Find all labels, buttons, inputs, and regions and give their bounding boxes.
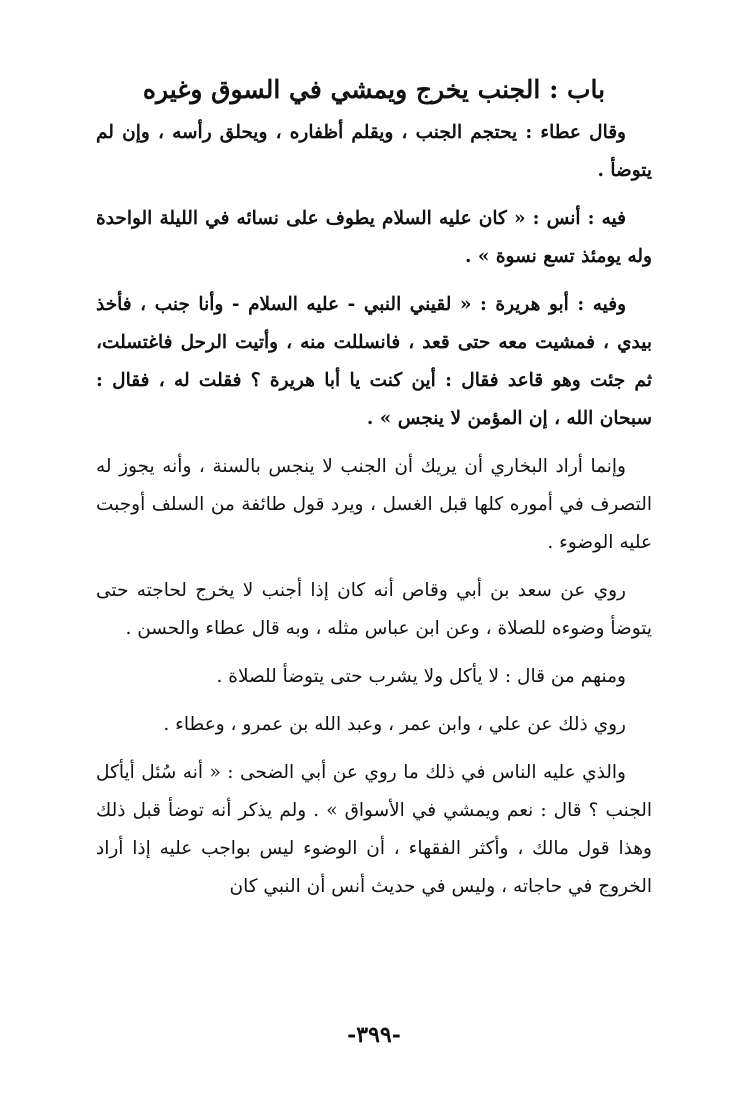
- paragraph-commentary-abu-duha: والذي عليه الناس في ذلك ما روي عن أبي الضحى : « أنه سُئل أيأكل الجنب ؟ قال : نعم ويمشي في الأسواق » . ولم يذكر أنه توضأ قبل ذلك وهذا قول مالك ، وأكثر الفقهاء ، أن الوضوء ليس بواجب عليه إذا أراد الخروج في حاجاته ، وليس في حديث أنس أن النبي كان: [96, 762, 652, 897]
- paragraph-ata-quote: وقال عطاء : يحتجم الجنب ، ويقلم أظفاره ، ويحلق رأسه ، وإن لم يتوضأ .: [96, 122, 652, 181]
- paragraph-commentary-saad: روي عن سعد بن أبي وقاص أنه كان إذا أجنب لا يخرج لحاجته حتى يتوضأ وضوءه للصلاة ، وعن ابن عباس مثله ، وبه قال عطاء والحسن .: [96, 580, 652, 639]
- paragraph-commentary-narrators: روي ذلك عن علي ، وابن عمر ، وعبد الله بن عمرو ، وعطاء .: [163, 714, 626, 735]
- paragraph-commentary-bukhari: وإنما أراد البخاري أن يريك أن الجنب لا ينجس بالسنة ، وأنه يجوز له التصرف في أموره كلها قبل الغسل ، ويرد قول طائفة من السلف أوجبت عليه الوضوء .: [96, 456, 652, 553]
- paragraph-commentary-eating: ومنهم من قال : لا يأكل ولا يشرب حتى يتوضأ للصلاة .: [216, 666, 626, 687]
- page-number: -٣٩٩-: [347, 1022, 401, 1048]
- paragraph-anas-hadith: فيه : أنس : « كان عليه السلام يطوف على نسائه في الليلة الواحدة وله يومئذ تسع نسوة » .: [96, 208, 652, 267]
- page-body: [96, 70, 652, 906]
- paragraph-abu-hurayra-hadith: وفيه : أبو هريرة : « لقيني النبي - عليه السلام - وأنا جنب ، فأخذ بيدي ، فمشيت معه حتى قعد ، فانسللت منه ، وأتيت الرحل فاغتسلت، ثم جئت وهو قاعد فقال : أين كنت يا أبا هريرة ؟ فقلت له ، فقال : سبحان الله ، إن المؤمن لا ينجس » .: [96, 294, 652, 429]
- chapter-heading: باب : الجنب يخرج ويمشي في السوق وغيره: [142, 75, 606, 104]
